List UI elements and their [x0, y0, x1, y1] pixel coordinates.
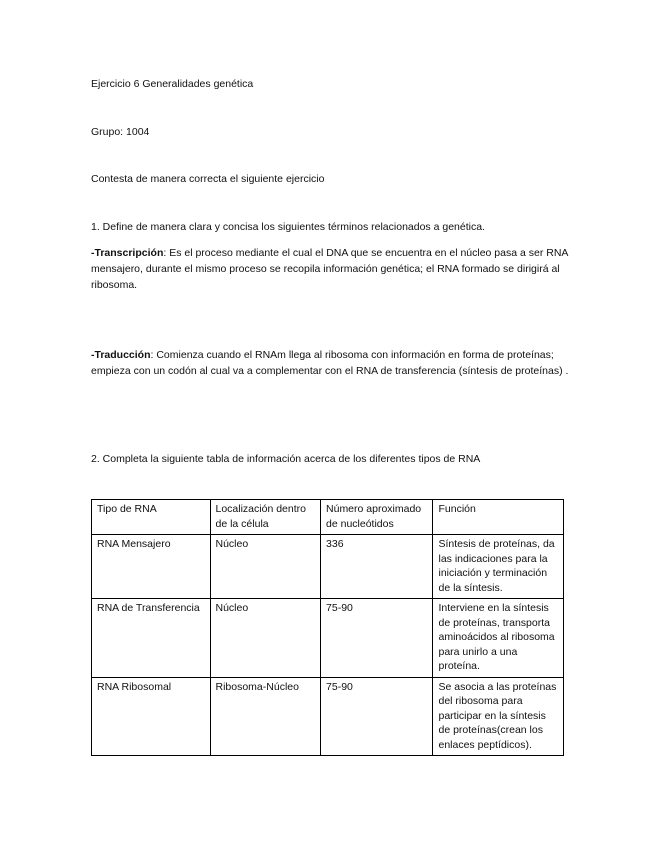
- group-label: Grupo: 1004: [91, 126, 150, 138]
- question-1-heading: 1. Define de manera clara y concisa los siguientes términos relacionados a genética.: [91, 221, 485, 233]
- table-cell: Núcleo: [210, 535, 321, 599]
- table-cell: Síntesis de proteínas, da las indicaciones para la iniciación y terminación de la síntesis.: [433, 535, 564, 599]
- table-cell: 336: [321, 535, 433, 599]
- table-header-cell: Localización dentro de la célula: [210, 500, 321, 535]
- table-cell: Se asocia a las proteínas del ribosoma para participar en la síntesis de proteínas(crean los enlaces peptídicos).: [433, 677, 564, 756]
- table-cell: 75-90: [321, 677, 433, 756]
- table-cell: Interviene en la síntesis de proteínas, transporta aminoácidos al ribosoma para unirlo a una proteína.: [433, 599, 564, 678]
- table-cell: RNA de Transferencia: [92, 599, 211, 678]
- traduccion-paragraph: [91, 347, 569, 379]
- table-cell: Núcleo: [210, 599, 321, 678]
- table-header-row: [92, 500, 564, 535]
- instruction-text: Contesta de manera correcta el siguiente ejercicio: [91, 173, 325, 185]
- table-header-cell: Tipo de RNA: [92, 500, 211, 535]
- table-row: [92, 599, 564, 678]
- transcripcion-paragraph: [91, 245, 569, 293]
- table-row: [92, 677, 564, 756]
- table-cell: Ribosoma-Núcleo: [210, 677, 321, 756]
- table-cell: 75-90: [321, 599, 433, 678]
- transcripcion-term: -Transcripción: [91, 247, 164, 259]
- table-cell: RNA Mensajero: [92, 535, 211, 599]
- traduccion-term: -Traducción: [91, 349, 151, 361]
- traduccion-definition: : Comienza cuando el RNAm llega al ribosoma con información en forma de proteínas; empieza con un codón al cual va a complementar con el RNA de transferencia (síntesis de proteínas) .: [91, 349, 569, 377]
- table-row: [92, 535, 564, 599]
- table-cell: RNA Ribosomal: [92, 677, 211, 756]
- transcripcion-definition: : Es el proceso mediante el cual el DNA que se encuentra en el núcleo pasa a ser RNA mensajero, durante el mismo proceso se recopila información genética; el RNA formado se dirigirá al ribosoma.: [91, 247, 568, 291]
- table-header-cell: Función: [433, 500, 564, 535]
- table-header-cell: Número aproximado de nucleótidos: [321, 500, 433, 535]
- question-2-heading: 2. Completa la siguiente tabla de información acerca de los diferentes tipos de RNA: [91, 453, 481, 465]
- rna-types-table: [91, 499, 564, 756]
- document-title: Ejercicio 6 Generalidades genética: [91, 78, 254, 90]
